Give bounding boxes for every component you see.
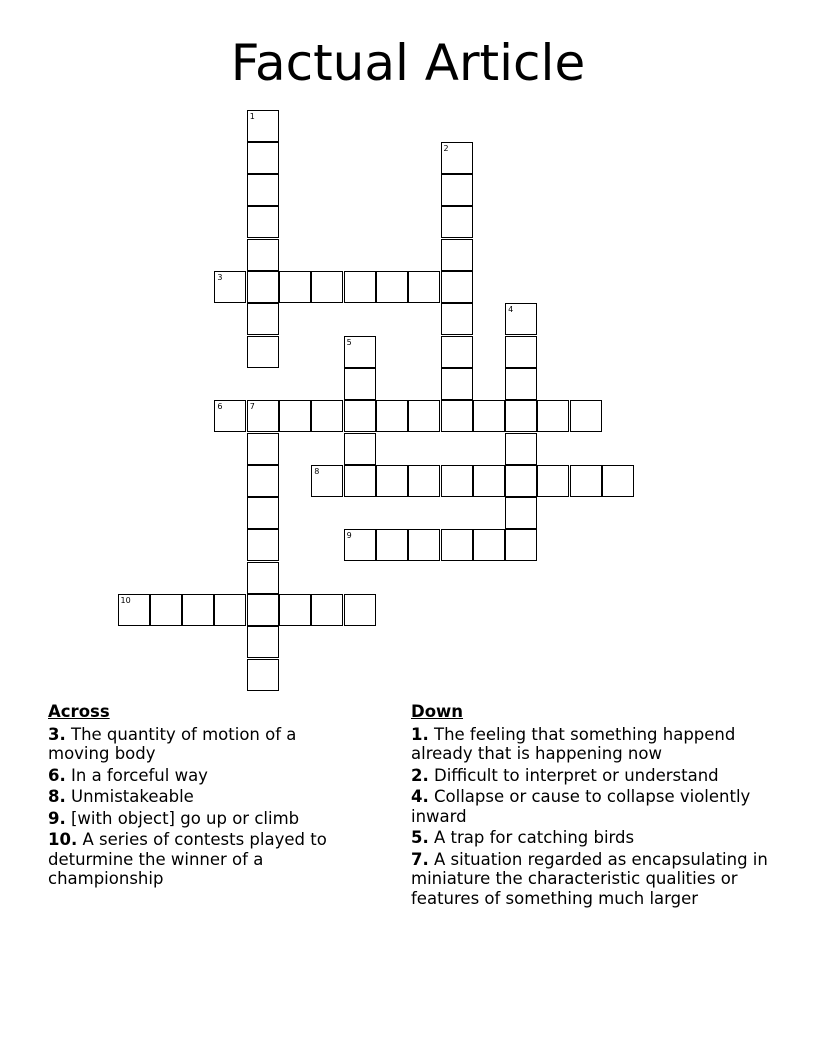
- clue-text: [with object] go up or climb: [71, 808, 300, 828]
- grid-cell[interactable]: [344, 465, 376, 497]
- grid-cell[interactable]: [505, 368, 537, 400]
- grid-cell[interactable]: [247, 562, 279, 594]
- grid-cell[interactable]: [247, 594, 279, 626]
- clue-across-10: [48, 830, 358, 889]
- down-heading: Down: [411, 702, 464, 721]
- grid-cell[interactable]: [473, 465, 505, 497]
- clue-number: 5.: [411, 828, 429, 847]
- grid-cell[interactable]: [441, 174, 473, 206]
- grid-cell[interactable]: [441, 142, 473, 174]
- clue-text: Unmistakeable: [71, 787, 194, 806]
- grid-cell[interactable]: [247, 303, 279, 335]
- grid-cell[interactable]: [344, 433, 376, 465]
- grid-cell[interactable]: [214, 271, 246, 303]
- clue-text: The quantity of motion of a moving body: [48, 724, 297, 763]
- grid-cell[interactable]: [441, 271, 473, 303]
- cell-number: 6: [217, 402, 223, 412]
- puzzle-title: Factual Article: [230, 34, 586, 92]
- clue-down-4: [411, 787, 781, 826]
- grid-cell[interactable]: [247, 626, 279, 658]
- clue-down-5: [411, 828, 781, 848]
- clue-across-6: [48, 766, 358, 786]
- clue-text: A situation regarded as encapsulating in miniature the characteristic qualities or features of something much larger: [411, 849, 768, 908]
- grid-cell[interactable]: [247, 529, 279, 561]
- clue-text: Difficult to interpret or understand: [434, 765, 719, 785]
- grid-cell[interactable]: [441, 303, 473, 335]
- cell-number: 8: [314, 466, 320, 476]
- grid-cell[interactable]: [408, 271, 440, 303]
- clue-number: 8.: [48, 787, 66, 806]
- clue-number: 7.: [411, 849, 429, 869]
- grid-cell[interactable]: [344, 336, 376, 368]
- grid-cell[interactable]: [311, 465, 343, 497]
- grid-cell[interactable]: [311, 594, 343, 626]
- grid-cell[interactable]: [570, 465, 602, 497]
- clue-text: Collapse or cause to collapse violently inward: [411, 787, 751, 826]
- grid-cell[interactable]: [247, 206, 279, 238]
- grid-cell[interactable]: [408, 465, 440, 497]
- grid-cell[interactable]: [505, 497, 537, 529]
- grid-cell[interactable]: [441, 239, 473, 271]
- cell-number: 9: [346, 531, 352, 541]
- grid-cell[interactable]: [441, 465, 473, 497]
- grid-cell[interactable]: [376, 529, 408, 561]
- grid-cell[interactable]: [279, 271, 311, 303]
- grid-cell[interactable]: [408, 529, 440, 561]
- grid-cell[interactable]: [408, 400, 440, 432]
- grid-cell[interactable]: [344, 271, 376, 303]
- grid-cell[interactable]: [537, 465, 569, 497]
- grid-cell[interactable]: [376, 465, 408, 497]
- clue-number: 2.: [411, 765, 429, 785]
- grid-cell[interactable]: [441, 368, 473, 400]
- grid-cell[interactable]: [505, 529, 537, 561]
- clue-text: In a forceful way: [71, 765, 208, 785]
- grid-cell[interactable]: [279, 594, 311, 626]
- clue-down-2: [411, 766, 781, 786]
- down-clues: [411, 702, 781, 910]
- grid-cell[interactable]: [505, 400, 537, 432]
- across-clues: [48, 702, 358, 891]
- grid-cell[interactable]: [247, 239, 279, 271]
- grid-cell[interactable]: [473, 400, 505, 432]
- grid-cell[interactable]: [118, 594, 150, 626]
- clue-number: 4.: [411, 787, 429, 806]
- grid-cell[interactable]: [150, 594, 182, 626]
- grid-cell[interactable]: [441, 336, 473, 368]
- cell-number: 10: [120, 596, 131, 605]
- grid-cell[interactable]: [505, 303, 537, 335]
- grid-cell[interactable]: [344, 368, 376, 400]
- grid-cell[interactable]: [247, 465, 279, 497]
- grid-cell[interactable]: [247, 336, 279, 368]
- cell-number: 3: [217, 273, 223, 282]
- grid-cell[interactable]: [247, 659, 279, 691]
- clue-down-1: [411, 725, 781, 764]
- grid-cell[interactable]: [570, 400, 602, 432]
- cell-number: 7: [249, 402, 255, 412]
- cell-number: 4: [508, 305, 514, 315]
- grid-cell[interactable]: [214, 594, 246, 626]
- grid-cell[interactable]: [505, 336, 537, 368]
- grid-cell[interactable]: [441, 529, 473, 561]
- grid-cell[interactable]: [247, 400, 279, 432]
- clue-number: 6.: [48, 765, 66, 785]
- clue-across-9: [48, 809, 358, 829]
- clue-down-7: [411, 850, 781, 909]
- grid-cell[interactable]: [247, 174, 279, 206]
- grid-cell[interactable]: [441, 206, 473, 238]
- clue-number: 10.: [48, 830, 78, 849]
- clue-number: 1.: [411, 724, 429, 744]
- grid-cell[interactable]: [602, 465, 634, 497]
- cell-number: 5: [346, 337, 352, 347]
- grid-cell[interactable]: [247, 433, 279, 465]
- clue-number: 9.: [48, 808, 66, 828]
- grid-cell[interactable]: [505, 465, 537, 497]
- grid-cell[interactable]: [247, 110, 279, 142]
- clue-across-3: [48, 725, 358, 764]
- grid-cell[interactable]: [247, 142, 279, 174]
- clue-text: A trap for catching birds: [434, 828, 635, 847]
- grid-cell[interactable]: [182, 594, 214, 626]
- clue-text: The feeling that something happend already that is happening now: [411, 724, 736, 763]
- grid-cell[interactable]: [311, 271, 343, 303]
- grid-cell[interactable]: [537, 400, 569, 432]
- grid-cell[interactable]: [376, 271, 408, 303]
- grid-cell[interactable]: [247, 271, 279, 303]
- grid-cell[interactable]: [441, 400, 473, 432]
- cell-number: 1: [249, 111, 255, 121]
- grid-cell[interactable]: [473, 529, 505, 561]
- grid-cell[interactable]: [505, 433, 537, 465]
- clue-number: 3.: [48, 724, 66, 744]
- grid-cell[interactable]: [344, 400, 376, 432]
- grid-cell[interactable]: [376, 400, 408, 432]
- clue-text: A series of contests played to deturmine the winner of a championship: [48, 830, 327, 888]
- clue-across-8: [48, 787, 358, 807]
- grid-cell[interactable]: [344, 529, 376, 561]
- grid-cell[interactable]: [344, 594, 376, 626]
- grid-cell[interactable]: [311, 400, 343, 432]
- grid-cell[interactable]: [279, 400, 311, 432]
- cell-number: 2: [443, 143, 449, 153]
- grid-cell[interactable]: [214, 400, 246, 432]
- grid-cell[interactable]: [247, 497, 279, 529]
- across-heading: Across: [48, 702, 110, 721]
